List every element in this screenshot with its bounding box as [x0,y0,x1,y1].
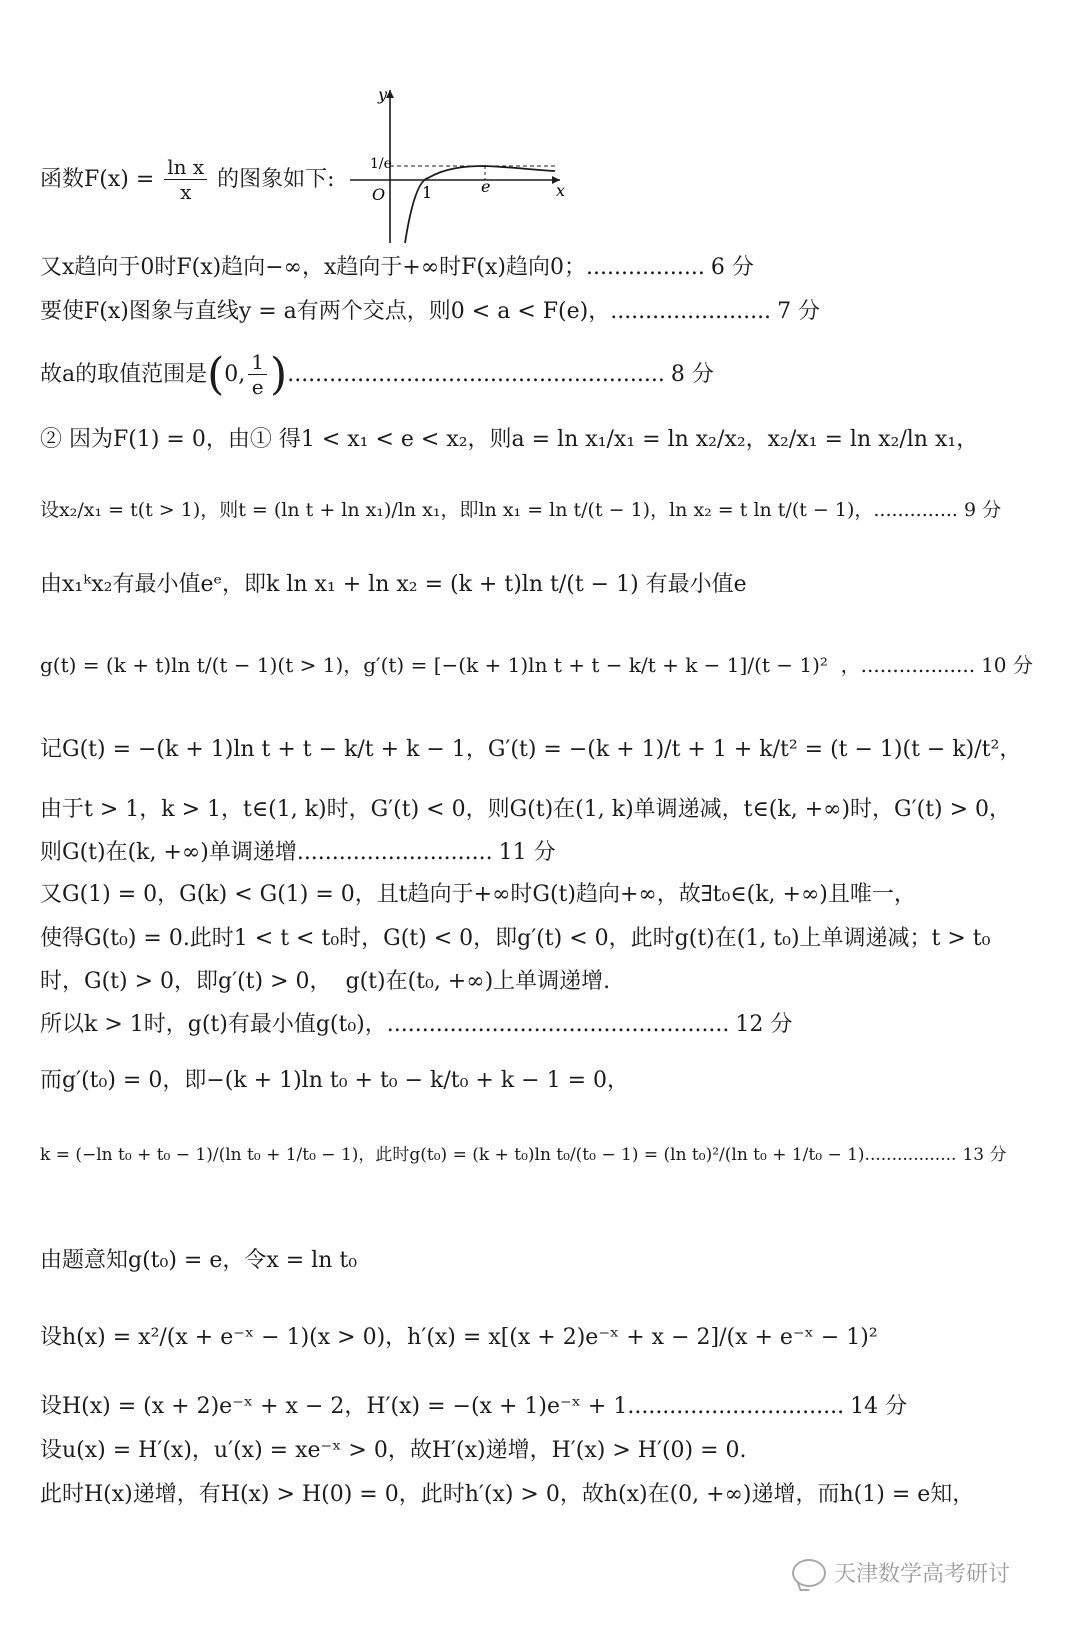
score-label: 13 分 [962,1145,1007,1165]
score-label: 8 分 [670,361,714,387]
solution-line: ② 因为F(1) = 0，由① 得1 < x₁ < e < x₂，则a = ln x₁/x₁ = ln x₂/x₂，x₂/x₁ = ln x₂/ln x₁， [40,427,979,452]
y-axis-arrow [386,90,394,98]
score-label: 11 分 [498,840,556,865]
solution-line: 设u(x) = H′(x)，u′(x) = xe⁻ˣ > 0，故H′(x)递增，H′(x) > H′(0) = 0. [40,1438,747,1463]
solution-line: 所以k > 1时，g(t)有最小值g(t₀)，................................................. 12 分 [40,1010,1040,1040]
solution-line: 此时H(x)递增，有H(x) > H(0) = 0，此时h′(x) > 0，故h(x)在(0, +∞)递增，而h(1) = e知， [40,1482,975,1507]
solution-line: 要使F(x)图象与直线y = a有两个交点，则0 < a < F(e)，....................... 7 分 [40,297,1040,327]
y-tick-label: 1/e [370,156,392,172]
score-label: 14 分 [850,1394,908,1419]
lnx-over-x-curve [405,166,555,243]
solution-line: g(t) = (k + t)ln t/(t − 1)(t > 1)，g′(t) = [−(k + 1)ln t + t − k/t + k − 1]/(t − 1)² ，.................. 10 分 [40,650,1040,680]
x-tick-e-label: e [481,177,491,196]
solution-line: 设H(x) = (x + 2)e⁻ˣ + x − 2，H′(x) = −(x + 1)e⁻ˣ + 1............................... 14 分 [40,1392,1040,1422]
watermark [792,1557,1010,1588]
fraction-denominator: x [180,180,192,204]
solution-line: 使得G(t₀) = 0.此时1 < t < t₀时，G(t) < 0，即g′(t) < 0，此时g(t)在(1, t₀)上单调递减；t > t₀ [40,926,991,951]
watermark-text: 天津数学高考研讨 [833,1562,1010,1587]
solution-line: 又G(1) = 0，G(k) < G(1) = 0，且t趋向于+∞时G(t)趋向+∞，故∃t₀∈(k, +∞)且唯一， [40,882,916,907]
solution-line: k = (−ln t₀ + t₀ − 1)/(ln t₀ + 1/t₀ − 1)，此时g(t₀) = (k + t₀)ln t₀/(t₀ − 1) = (ln t₀)²/(ln t₀ + 1/t₀ − 1)................. 13 分 [40,1140,1040,1170]
score-label: 9 分 [963,499,1002,521]
solution-line: 记G(t) = −(k + 1)ln t + t − k/t + k − 1，G′(t) = −(k + 1)/t + 1 + k/t² = (t − 1)(t − k)/t²， [40,737,1022,762]
score-label: 12 分 [735,1012,793,1037]
solution-line: 设h(x) = x²/(x + e⁻ˣ − 1)(x > 0)，h′(x) = x[(x + 2)e⁻ˣ + x − 2]/(x + e⁻ˣ − 1)² [40,1325,878,1350]
wechat-icon [792,1559,826,1587]
function-graph [350,88,570,248]
solution-line: 则G(t)在(k, +∞)单调递增............................ 11 分 [40,838,1040,868]
graph-intro-pre: 函数F(x) = [40,166,162,192]
score-label: 7 分 [777,299,821,324]
solution-line: 又x趋向于0时F(x)趋向−∞，x趋向于+∞时F(x)趋向0；................. 6 分 [40,253,1040,283]
graph-intro-fraction [164,155,207,204]
solution-line: 由题意知g(t₀) = e，令x = ln t₀ [40,1248,358,1273]
score-label: 10 分 [981,653,1033,677]
solution-line: 设x₂/x₁ = t(t > 1)，则t = (ln t + ln x₁)/ln x₁，即ln x₁ = ln t/(t − 1)，ln x₂ = t ln t/(t − 1)，.............. 9 分 [40,495,1040,525]
solution-line: 时，G(t) > 0，即g′(t) > 0， g(t)在(t₀, +∞)上单调递增. [40,969,611,994]
y-axis-label: y [378,88,388,104]
range-line: 故a的取值范围是 ( 0, $\frac{1}{e}$ ) ...................................................... 8 分 [40,348,714,400]
fraction-numerator: ln x [164,155,207,180]
range-fraction: $\frac{1}{e}$ [248,350,267,399]
solution-line: 而g′(t₀) = 0，即−(k + 1)ln t₀ + t₀ − k/t₀ + k − 1 = 0， [40,1068,630,1093]
x-tick-1-label: 1 [422,183,433,202]
origin-label: O [372,185,386,204]
solution-line: 由于t > 1，k > 1，t∈(1, k)时，G′(t) < 0，则G(t)在(1, k)单调递减，t∈(k, +∞)时，G′(t) > 0， [40,797,1012,822]
score-label: 6 分 [710,255,754,280]
x-axis-label: x [556,181,566,200]
graph-intro-post: 的图象如下: [210,166,335,192]
solution-line: 由x₁ᵏx₂有最小值eᵉ，即k ln x₁ + ln x₂ = (k + t)ln t/(t − 1) 有最小值e [40,572,747,597]
